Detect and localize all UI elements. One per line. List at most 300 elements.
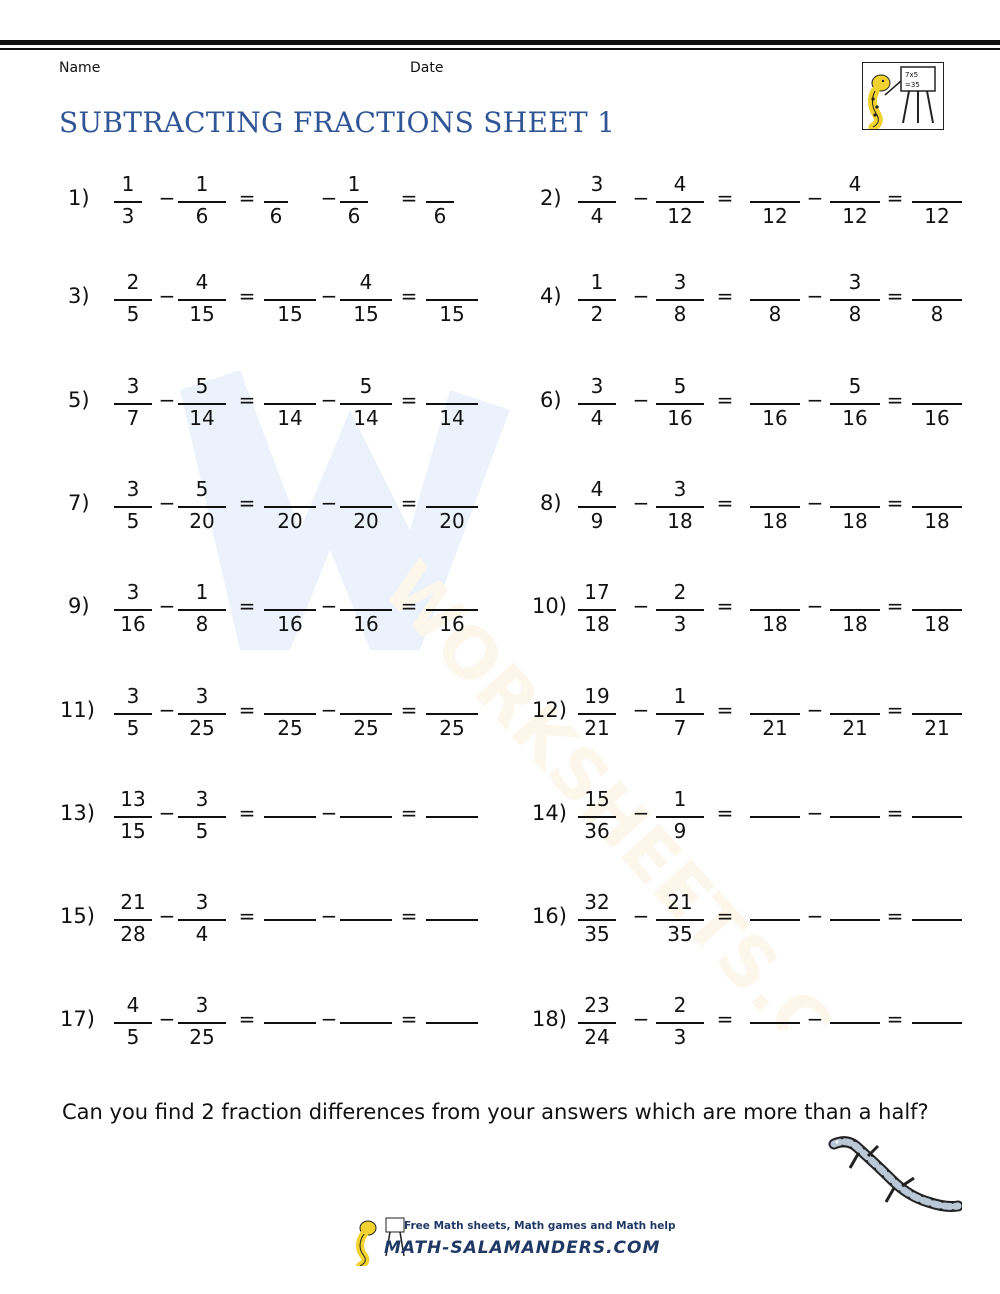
answer-fraction-1-bar [750,403,800,405]
equals-sign: = [886,388,904,412]
fraction-a-denominator: 3 [121,204,135,228]
answer-fraction-2 [830,170,880,230]
problem-4 [0,268,1000,328]
answer-fraction-2-numerator: 1 [347,172,361,196]
problem-number: 4) [540,284,562,308]
problem-18 [0,991,1000,1051]
answer-fraction-2-bar [830,201,880,203]
fraction-a-numerator: 1 [590,270,604,294]
answer-fraction-1-denominator: 12 [762,204,788,228]
result-fraction [912,170,962,230]
fraction-a-numerator: 21 [120,890,146,914]
equals-sign: = [238,698,256,722]
fraction-a-bar [578,816,616,818]
answer-fraction-1-denominator: 20 [277,509,303,533]
result-fraction-denominator: 6 [433,204,447,228]
minus-sign: − [632,284,650,308]
problem-14 [0,785,1000,845]
result-fraction [912,475,962,535]
minus-sign: − [158,594,176,618]
answer-fraction-2-denominator: 14 [353,406,379,430]
equals-sign: = [400,904,418,928]
equals-sign: = [716,801,734,825]
fraction-a-denominator: 4 [590,204,604,228]
fraction-b-denominator: 9 [673,819,687,843]
fraction-a-bar [578,1022,616,1024]
answer-fraction-1 [750,991,800,1051]
result-fraction-denominator: 8 [930,302,944,326]
result-fraction-bar [912,816,962,818]
answer-fraction-2-denominator: 6 [347,204,361,228]
fraction-b-numerator: 4 [195,270,209,294]
minus-sign: − [806,186,824,210]
minus-sign: − [158,388,176,412]
equals-sign: = [400,1007,418,1031]
answer-fraction-2-denominator: 15 [353,302,379,326]
answer-fraction-2-bar [830,609,880,611]
result-fraction-denominator: 15 [439,302,465,326]
answer-fraction-2-numerator: 3 [848,270,862,294]
answer-fraction-1-bar [750,1022,800,1024]
answer-fraction-2-numerator: 4 [848,172,862,196]
minus-sign: − [632,801,650,825]
fraction-b-bar [656,299,704,301]
footer-brand: MATH-SALAMANDERS.COM [384,1238,661,1258]
fraction-a-numerator: 3 [590,172,604,196]
minus-sign: − [632,491,650,515]
name-label: Name [59,60,101,76]
fraction-b-denominator: 8 [673,302,687,326]
fraction-b [656,888,704,948]
minus-sign: − [158,284,176,308]
minus-sign: − [806,491,824,515]
fraction-a-numerator: 17 [584,580,610,604]
fraction-b-denominator: 6 [195,204,209,228]
answer-fraction-1-denominator: 8 [768,302,782,326]
fraction-a-denominator: 21 [584,716,610,740]
fraction-b-denominator: 35 [667,922,693,946]
problem-2 [0,170,1000,230]
answer-fraction-1-bar [750,816,800,818]
fraction-a-numerator: 19 [584,684,610,708]
equals-sign: = [716,491,734,515]
fraction-a-denominator: 5 [126,716,140,740]
fraction-b-denominator: 25 [189,1025,215,1049]
answer-fraction-2 [830,475,880,535]
result-fraction [912,682,962,742]
answer-fraction-1-denominator: 16 [762,406,788,430]
minus-sign: − [320,801,338,825]
fraction-a-numerator: 3 [126,477,140,501]
answer-fraction-1-denominator: 6 [269,204,283,228]
result-fraction-denominator: 21 [924,716,950,740]
minus-sign: − [320,904,338,928]
fraction-a-numerator: 3 [126,684,140,708]
fraction-b-numerator: 3 [195,684,209,708]
minus-sign: − [806,698,824,722]
fraction-b-numerator: 5 [195,374,209,398]
fraction-b-denominator: 8 [195,612,209,636]
answer-fraction-2-bar [830,713,880,715]
minus-sign: − [632,904,650,928]
fraction-a-denominator: 2 [590,302,604,326]
answer-fraction-2-denominator: 21 [842,716,868,740]
answer-fraction-2-denominator: 18 [842,509,868,533]
fraction-a [578,475,616,535]
answer-fraction-2-bar [830,506,880,508]
fraction-a [578,372,616,432]
fraction-a [578,682,616,742]
answer-fraction-2 [830,372,880,432]
answer-fraction-2 [830,991,880,1051]
fraction-b [656,372,704,432]
fraction-b-numerator: 5 [195,477,209,501]
problem-number: 7) [68,491,90,515]
fraction-b-denominator: 18 [667,509,693,533]
fraction-b-numerator: 21 [667,890,693,914]
equals-sign: = [238,801,256,825]
problem-number: 17) [60,1007,95,1031]
fraction-a-bar [578,919,616,921]
page-title: SUBTRACTING FRACTIONS SHEET 1 [59,106,616,139]
minus-sign: − [806,904,824,928]
problem-number: 18) [532,1007,567,1031]
fraction-a-denominator: 16 [120,612,146,636]
equals-sign: = [238,186,256,210]
answer-fraction-2-denominator: 18 [842,612,868,636]
answer-fraction-2 [830,682,880,742]
fraction-a-numerator: 3 [590,374,604,398]
fraction-a-numerator: 4 [590,477,604,501]
result-fraction-denominator: 25 [439,716,465,740]
result-fraction-bar [912,1022,962,1024]
result-fraction [912,372,962,432]
problem-number: 6) [540,388,562,412]
equals-sign: = [400,491,418,515]
fraction-b-numerator: 2 [673,993,687,1017]
answer-fraction-1 [750,888,800,948]
result-fraction-bar [912,609,962,611]
minus-sign: − [158,698,176,722]
answer-fraction-1-denominator: 15 [277,302,303,326]
minus-sign: − [158,186,176,210]
fraction-a-denominator: 5 [126,509,140,533]
result-fraction-denominator: 20 [439,509,465,533]
footer-tagline: Free Math sheets, Math games and Math help [404,1220,676,1232]
equals-sign: = [716,594,734,618]
result-fraction [912,888,962,948]
result-fraction-bar [912,713,962,715]
answer-fraction-2-numerator: 5 [848,374,862,398]
answer-fraction-1 [750,682,800,742]
minus-sign: − [158,1007,176,1031]
equals-sign: = [716,904,734,928]
fraction-b-numerator: 5 [673,374,687,398]
fraction-a-numerator: 3 [126,580,140,604]
fraction-b-denominator: 20 [189,509,215,533]
answer-fraction-2-denominator: 20 [353,509,379,533]
equals-sign: = [716,1007,734,1031]
result-fraction [912,785,962,845]
minus-sign: − [158,491,176,515]
fraction-a-numerator: 13 [120,787,146,811]
fraction-b [656,991,704,1051]
answer-fraction-1 [750,372,800,432]
result-fraction-denominator: 16 [924,406,950,430]
problem-number: 13) [60,801,95,825]
fraction-b-numerator: 3 [195,993,209,1017]
minus-sign: − [806,284,824,308]
fraction-b-numerator: 1 [673,787,687,811]
minus-sign: − [320,388,338,412]
fraction-a [578,268,616,328]
problem-number: 5) [68,388,90,412]
fraction-b-numerator: 3 [673,477,687,501]
answer-fraction-2 [830,578,880,638]
watermark-text: WORKSHEETS.COM [367,546,870,1030]
answer-fraction-2-denominator: 25 [353,716,379,740]
fraction-a-bar [578,713,616,715]
fraction-a-denominator: 18 [584,612,610,636]
fraction-b [656,268,704,328]
fraction-a-numerator: 4 [126,993,140,1017]
fraction-b-denominator: 7 [673,716,687,740]
answer-fraction-2 [830,268,880,328]
result-fraction-denominator: 16 [439,612,465,636]
minus-sign: − [158,904,176,928]
equals-sign: = [238,904,256,928]
equals-sign: = [400,698,418,722]
bonus-question: Can you find 2 fraction differences from your answers which are more than a half? [62,1100,929,1124]
minus-sign: − [320,698,338,722]
fraction-b-bar [656,713,704,715]
minus-sign: − [632,698,650,722]
minus-sign: − [158,801,176,825]
problem-number: 11) [60,698,95,722]
fraction-b-numerator: 3 [673,270,687,294]
fraction-a-numerator: 2 [126,270,140,294]
result-fraction-bar [912,201,962,203]
equals-sign: = [886,594,904,618]
fraction-a-denominator: 35 [584,922,610,946]
fraction-b-numerator: 3 [195,787,209,811]
equals-sign: = [886,491,904,515]
fraction-b-bar [656,403,704,405]
result-fraction-denominator: 12 [924,204,950,228]
answer-fraction-2-denominator: 8 [848,302,862,326]
answer-fraction-2-bar [830,919,880,921]
fraction-b-denominator: 3 [673,1025,687,1049]
fraction-a-denominator: 5 [126,302,140,326]
equals-sign: = [716,186,734,210]
answer-fraction-1-bar [750,506,800,508]
fraction-b [656,170,704,230]
fraction-b-numerator: 4 [673,172,687,196]
equals-sign: = [886,801,904,825]
salamander-icon [828,1136,962,1222]
result-fraction-bar [912,506,962,508]
problem-number: 10) [532,594,567,618]
answer-fraction-2-denominator: 12 [842,204,868,228]
fraction-a-bar [578,299,616,301]
answer-fraction-1-denominator: 16 [277,612,303,636]
equals-sign: = [716,284,734,308]
problem-12 [0,682,1000,742]
answer-fraction-2 [830,888,880,948]
fraction-a-denominator: 24 [584,1025,610,1049]
answer-fraction-2-numerator: 4 [359,270,373,294]
equals-sign: = [886,284,904,308]
fraction-b-denominator: 16 [667,406,693,430]
fraction-b-denominator: 12 [667,204,693,228]
answer-fraction-2-denominator: 16 [842,406,868,430]
minus-sign: − [320,284,338,308]
fraction-b-denominator: 14 [189,406,215,430]
problem-16 [0,888,1000,948]
equals-sign: = [238,594,256,618]
result-fraction-bar [912,299,962,301]
answer-fraction-1-denominator: 18 [762,509,788,533]
equals-sign: = [400,594,418,618]
fraction-b [656,785,704,845]
fraction-a-bar [578,403,616,405]
fraction-a-denominator: 4 [590,406,604,430]
result-fraction-bar [912,919,962,921]
equals-sign: = [716,698,734,722]
equals-sign: = [238,491,256,515]
minus-sign: − [320,594,338,618]
answer-fraction-2-denominator: 16 [353,612,379,636]
fraction-a [578,991,616,1051]
result-fraction-denominator: 14 [439,406,465,430]
equals-sign: = [886,698,904,722]
fraction-a-bar [578,609,616,611]
fraction-b [656,578,704,638]
answer-fraction-1 [750,785,800,845]
problem-number: 12) [532,698,567,722]
problem-number: 8) [540,491,562,515]
problem-10 [0,578,1000,638]
fraction-b [656,475,704,535]
problem-6 [0,372,1000,432]
answer-fraction-2-bar [830,1022,880,1024]
fraction-b [656,682,704,742]
minus-sign: − [632,594,650,618]
fraction-b-bar [656,919,704,921]
answer-fraction-2-bar [830,816,880,818]
fraction-b-denominator: 5 [195,819,209,843]
fraction-a [578,170,616,230]
equals-sign: = [886,1007,904,1031]
result-fraction [912,578,962,638]
fraction-b-bar [656,201,704,203]
fraction-b-numerator: 1 [673,684,687,708]
fraction-b-denominator: 15 [189,302,215,326]
equals-sign: = [716,388,734,412]
answer-fraction-2-bar [830,299,880,301]
answer-fraction-2 [830,785,880,845]
answer-fraction-1-bar [750,609,800,611]
equals-sign: = [238,388,256,412]
answer-fraction-1-bar [750,201,800,203]
fraction-a [578,578,616,638]
fraction-a-denominator: 36 [584,819,610,843]
fraction-a-numerator: 1 [121,172,135,196]
answer-fraction-1 [750,578,800,638]
result-fraction-denominator: 18 [924,612,950,636]
fraction-b-bar [656,1022,704,1024]
minus-sign: − [806,594,824,618]
problem-number: 16) [532,904,567,928]
minus-sign: − [320,186,338,210]
equals-sign: = [886,186,904,210]
fraction-a-numerator: 3 [126,374,140,398]
answer-fraction-1-denominator: 14 [277,406,303,430]
answer-fraction-1-denominator: 21 [762,716,788,740]
fraction-a [578,785,616,845]
equals-sign: = [238,1007,256,1031]
svg-text:7x5: 7x5 [905,71,919,79]
result-fraction [912,268,962,328]
fraction-b-numerator: 1 [195,172,209,196]
problem-8 [0,475,1000,535]
fraction-a-bar [578,506,616,508]
fraction-b-numerator: 1 [195,580,209,604]
minus-sign: − [806,801,824,825]
fraction-a-denominator: 9 [590,509,604,533]
result-fraction [912,991,962,1051]
equals-sign: = [886,904,904,928]
fraction-a-bar [578,201,616,203]
fraction-b-numerator: 3 [195,890,209,914]
equals-sign: = [238,284,256,308]
answer-fraction-1-denominator: 18 [762,612,788,636]
fraction-b-bar [656,816,704,818]
fraction-b-denominator: 4 [195,922,209,946]
fraction-a-denominator: 15 [120,819,146,843]
problem-number: 14) [532,801,567,825]
fraction-b-bar [656,506,704,508]
fraction-a-denominator: 5 [126,1025,140,1049]
result-fraction-denominator: 18 [924,509,950,533]
minus-sign: − [632,186,650,210]
fraction-b-numerator: 2 [673,580,687,604]
minus-sign: − [806,388,824,412]
svg-text:=35: =35 [905,81,920,89]
problem-number: 2) [540,186,562,210]
minus-sign: − [632,1007,650,1031]
answer-fraction-1-denominator: 25 [277,716,303,740]
answer-fraction-1 [750,170,800,230]
answer-fraction-1-bar [750,299,800,301]
fraction-b-bar [656,609,704,611]
minus-sign: − [320,491,338,515]
problem-number: 9) [68,594,90,618]
fraction-a-numerator: 23 [584,993,610,1017]
problem-number: 3) [68,284,90,308]
date-label: Date [410,60,444,76]
fraction-b-denominator: 25 [189,716,215,740]
minus-sign: − [320,1007,338,1031]
equals-sign: = [400,284,418,308]
fraction-a-denominator: 28 [120,922,146,946]
equals-sign: = [400,186,418,210]
fraction-a-numerator: 15 [584,787,610,811]
minus-sign: − [632,388,650,412]
equals-sign: = [400,801,418,825]
result-fraction-bar [912,403,962,405]
answer-fraction-1-bar [750,713,800,715]
